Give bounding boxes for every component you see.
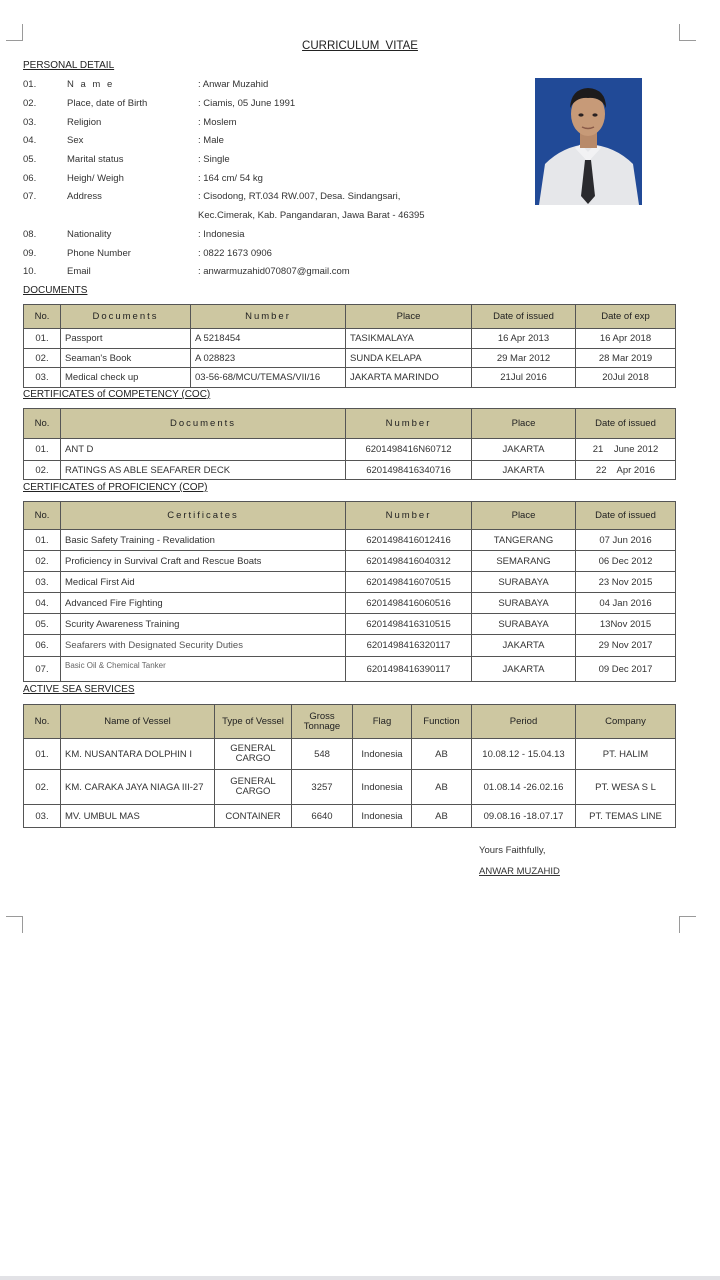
column-header: Company [576,705,676,739]
column-header: Date of exp [576,305,676,329]
table-cell: 6201498416320117 [346,635,472,657]
table-cell: Seaman's Book [61,349,191,368]
table-cell: KM. CARAKA JAYA NIAGA III-27 [61,770,215,805]
table-cell: Indonesia [353,805,412,828]
documents-table [23,304,676,388]
field-value: : Cisodong, RT.034 RW.007, Desa. Sindangsari, [198,191,401,202]
table-cell: 6201498416040312 [346,551,472,572]
field-value: Kec.Cimerak, Kab. Pangandaran, Jawa Barat - 46395 [198,210,425,221]
row-number: 09. [23,248,37,259]
table-cell: CONTAINER [215,805,292,828]
column-header: Documents [61,305,191,329]
table-cell: 16 Apr 2018 [576,329,676,349]
column-header: Certificates [61,502,346,530]
table-cell: 21Jul 2016 [472,368,576,388]
column-header: Function [412,705,472,739]
column-header: Gross Tonnage [292,705,353,739]
table-cell: JAKARTA [472,657,576,682]
profile-photo [535,78,642,205]
table-cell: 29 Nov 2017 [576,635,676,657]
table-header-row [24,409,676,439]
column-header: No. [24,502,61,530]
sea-services-table [23,704,676,828]
table-cell: 04. [24,593,61,614]
bottom-scroll-edge [0,1276,720,1280]
table-cell: 01. [24,530,61,551]
row-number: 04. [23,135,37,146]
table-cell: TASIKMALAYA [346,329,472,349]
table-cell: 02. [24,349,61,368]
table-cell: 06. [24,635,61,657]
table-cell: 03. [24,805,61,828]
field-value: : Male [198,135,224,146]
table-cell: 06 Dec 2012 [576,551,676,572]
field-value: : Anwar Muzahid [198,79,269,90]
table-cell: 02. [24,551,61,572]
table-cell: GENERAL CARGO [215,739,292,770]
table-cell: 09.08.16 -18.07.17 [472,805,576,828]
table-cell: 3257 [292,770,353,805]
field-label: Nationality [67,229,112,240]
table-row [24,593,676,614]
table-cell: 6201498416060516 [346,593,472,614]
table-cell: 20Jul 2018 [576,368,676,388]
table-cell: ANT D [61,439,346,461]
table-cell: PT. HALIM [576,739,676,770]
table-cell: SEMARANG [472,551,576,572]
field-value: : 0822 1673 0906 [198,248,272,259]
field-value: : Single [198,154,230,165]
column-header: Date of issued [576,502,676,530]
table-cell: SURABAYA [472,614,576,635]
table-cell: 548 [292,739,353,770]
table-cell: 02. [24,461,61,480]
table-cell: 21 June 2012 [576,439,676,461]
table-cell: 07. [24,657,61,682]
row-number: 02. [23,98,37,109]
table-row [24,530,676,551]
person-portrait-icon [535,78,642,205]
table-cell: 01. [24,329,61,349]
table-cell: 02. [24,770,61,805]
table-header-row [24,705,676,739]
column-header: Number [346,502,472,530]
column-header: No. [24,409,61,439]
table-cell: Medical check up [61,368,191,388]
table-cell: 09 Dec 2017 [576,657,676,682]
table-cell: JAKARTA [472,635,576,657]
corner-mark-bottom-left [6,916,23,933]
table-cell: RATINGS AS ABLE SEAFARER DECK [61,461,346,480]
table-row [24,329,676,349]
table-row [24,439,676,461]
table-cell: JAKARTA [472,439,576,461]
corner-mark-bottom-right [679,916,696,933]
row-number: 08. [23,229,37,240]
column-header: Number [191,305,346,329]
field-value: : anwarmuzahid070807@gmail.com [198,266,350,277]
table-cell: 6201498416070515 [346,572,472,593]
cop-table [23,501,676,682]
field-label: Address [67,191,102,202]
table-row [24,805,676,828]
table-cell: AB [412,770,472,805]
table-cell: SURABAYA [472,593,576,614]
row-number: 05. [23,154,37,165]
corner-mark-top-left [6,24,23,41]
table-cell: MV. UMBUL MAS [61,805,215,828]
table-cell: Scurity Awareness Training [61,614,346,635]
table-cell: GENERAL CARGO [215,770,292,805]
field-value: : Moslem [198,117,237,128]
table-cell: 05. [24,614,61,635]
table-cell: 01.08.14 -26.02.16 [472,770,576,805]
table-cell: SUNDA KELAPA [346,349,472,368]
row-number: 06. [23,173,37,184]
coc-heading: CERTIFICATES of COMPETENCY (COC) [23,389,211,400]
field-label: Marital status [67,154,124,165]
table-row [24,368,676,388]
table-cell: A 5218454 [191,329,346,349]
table-cell: AB [412,805,472,828]
table-cell: A 028823 [191,349,346,368]
table-cell: Basic Safety Training - Revalidation [61,530,346,551]
table-cell: Indonesia [353,739,412,770]
table-row [24,657,676,682]
table-cell: 23 Nov 2015 [576,572,676,593]
table-cell: 6201498416340716 [346,461,472,480]
column-header: Place [472,409,576,439]
table-row [24,770,676,805]
table-row [24,551,676,572]
table-cell: Seafarers with Designated Security Duties [61,635,346,657]
table-cell: Proficiency in Survival Craft and Rescue Boats [61,551,346,572]
corner-mark-top-right [679,24,696,41]
column-header: Flag [353,705,412,739]
field-label: Phone Number [67,248,131,259]
table-cell: JAKARTA MARINDO [346,368,472,388]
table-row [24,614,676,635]
table-row [24,572,676,593]
table-cell: 6640 [292,805,353,828]
field-value: : Indonesia [198,229,245,240]
table-cell: 10.08.12 - 15.04.13 [472,739,576,770]
row-number: 01. [23,79,37,90]
table-row [24,739,676,770]
table-cell: JAKARTA [472,461,576,480]
field-label: Place, date of Birth [67,98,148,109]
table-cell: TANGERANG [472,530,576,551]
table-cell: 01. [24,739,61,770]
table-cell: 22 Apr 2016 [576,461,676,480]
column-header: Place [472,502,576,530]
field-label: Sex [67,135,84,146]
field-label: N a m e [67,79,115,90]
column-header: Place [346,305,472,329]
table-header-row [24,502,676,530]
table-cell: 16 Apr 2013 [472,329,576,349]
sea-services-heading: ACTIVE SEA SERVICES [23,684,135,695]
documents-heading: DOCUMENTS [23,285,88,296]
table-cell: 6201498416012416 [346,530,472,551]
field-label: Email [67,266,91,277]
column-header: Date of issued [576,409,676,439]
table-cell: 01. [24,439,61,461]
field-label: Religion [67,117,102,128]
table-row [24,349,676,368]
column-header: Documents [61,409,346,439]
coc-table [23,408,676,480]
table-cell: Passport [61,329,191,349]
column-header: No. [24,305,61,329]
cop-heading: CERTIFICATES of PROFICIENCY (COP) [23,482,208,493]
row-number: 03. [23,117,37,128]
table-header-row [24,305,676,329]
table-cell: Advanced Fire Fighting [61,593,346,614]
table-cell: PT. WESA S L [576,770,676,805]
column-header: Type of Vessel [215,705,292,739]
table-cell: 03-56-68/MCU/TEMAS/VII/16 [191,368,346,388]
table-row [24,635,676,657]
table-cell: Indonesia [353,770,412,805]
personal-detail-heading: PERSONAL DETAIL [23,60,115,71]
column-header: Period [472,705,576,739]
field-value: : 164 cm/ 54 kg [198,173,263,184]
table-cell: 07 Jun 2016 [576,530,676,551]
table-cell: SURABAYA [472,572,576,593]
table-cell: 28 Mar 2019 [576,349,676,368]
column-header: Date of issued [472,305,576,329]
table-cell: 03. [24,368,61,388]
document-title: CURRICULUM VITAE [302,40,418,52]
table-cell: PT. TEMAS LINE [576,805,676,828]
table-cell: KM. NUSANTARA DOLPHIN I [61,739,215,770]
column-header: No. [24,705,61,739]
column-header: Number [346,409,472,439]
column-header: Name of Vessel [61,705,215,739]
table-cell: AB [412,739,472,770]
field-label: Heigh/ Weigh [67,173,124,184]
table-cell: Basic Oil & Chemical Tanker [61,657,346,682]
row-number: 10. [23,266,37,277]
field-value: : Ciamis, 05 June 1991 [198,98,296,109]
closing-text: Yours Faithfully, [479,845,546,856]
table-cell: 6201498416N60712 [346,439,472,461]
table-cell: 13Nov 2015 [576,614,676,635]
table-cell: 29 Mar 2012 [472,349,576,368]
table-cell: 03. [24,572,61,593]
table-row [24,461,676,480]
table-cell: Medical First Aid [61,572,346,593]
row-number: 07. [23,191,37,202]
table-cell: 04 Jan 2016 [576,593,676,614]
table-cell: 6201498416390117 [346,657,472,682]
table-cell: 6201498416310515 [346,614,472,635]
signature-name: ANWAR MUZAHID [479,866,560,877]
